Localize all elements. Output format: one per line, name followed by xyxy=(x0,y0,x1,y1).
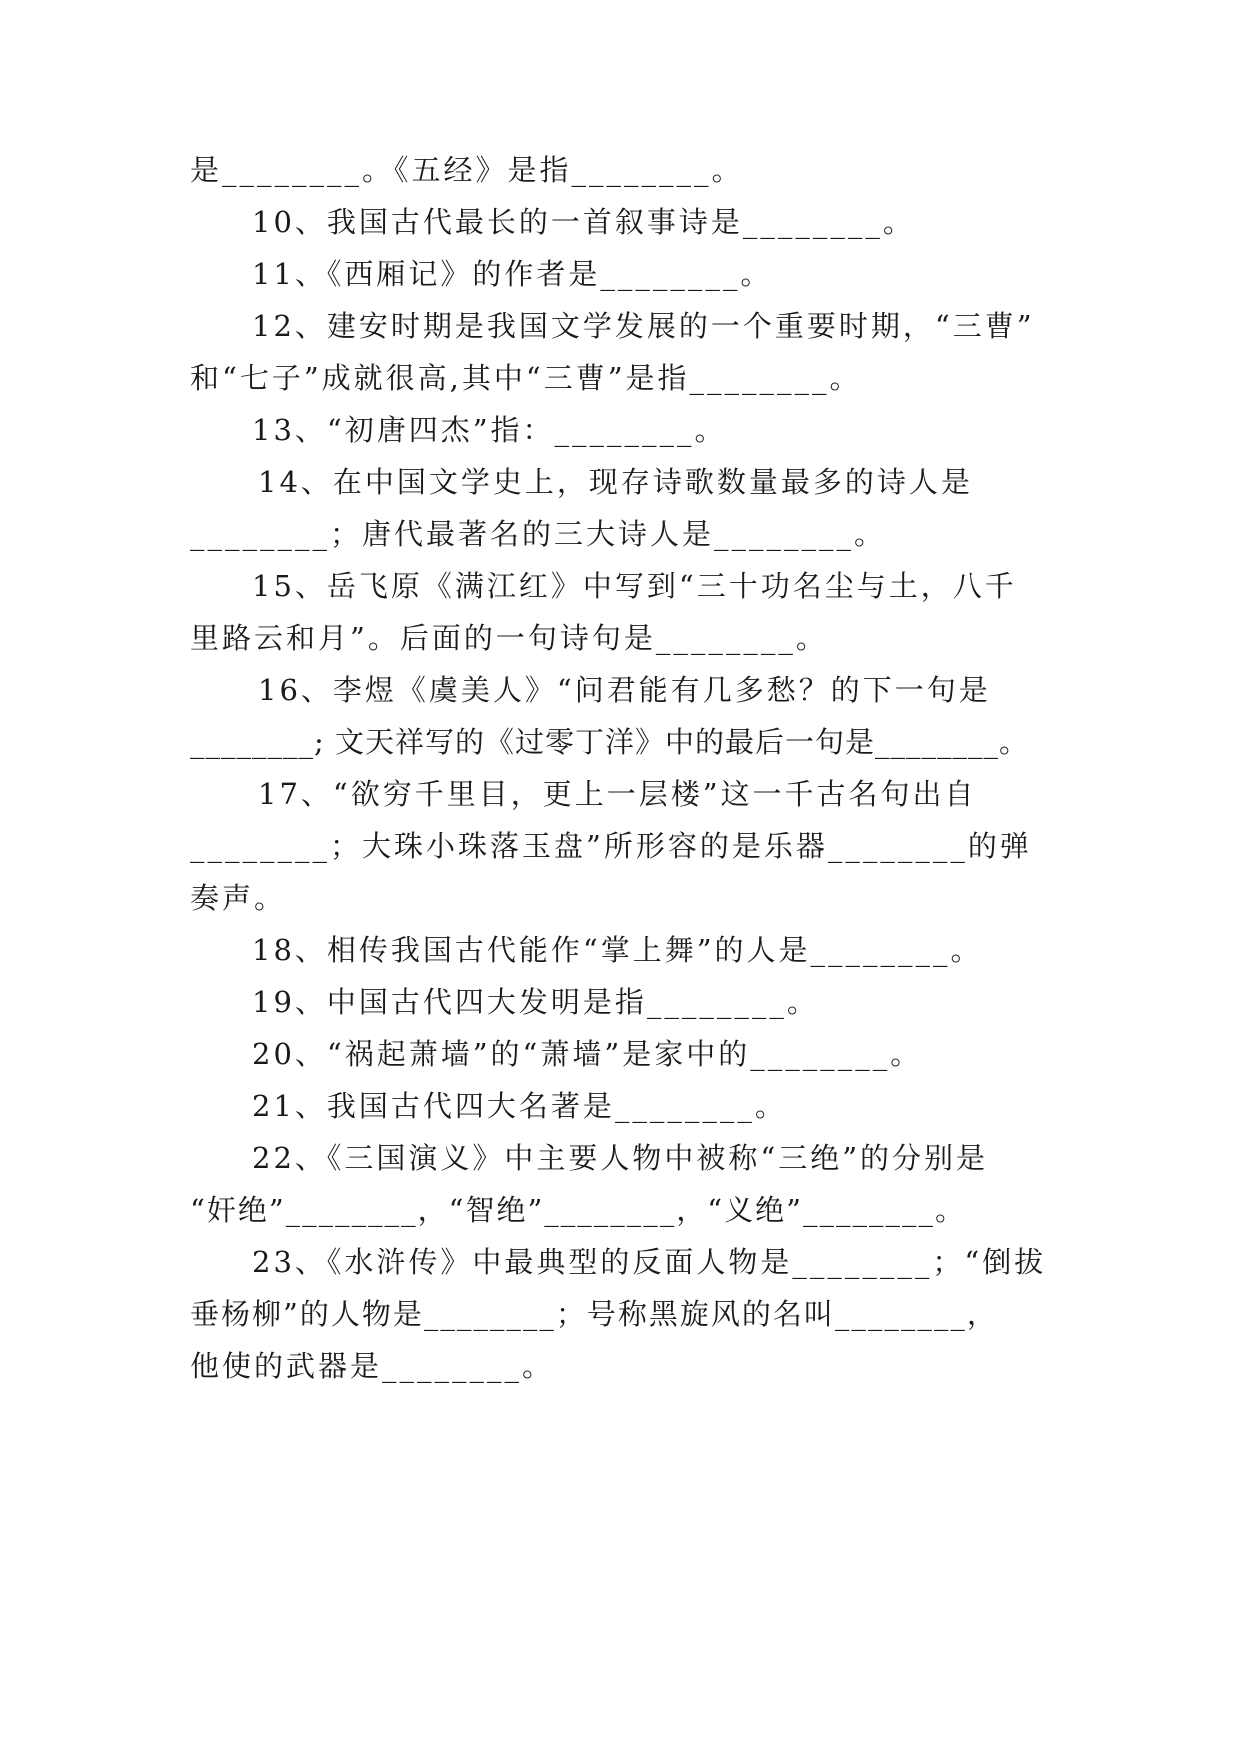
question-23-end: 他使的武器是________。 xyxy=(190,1349,555,1383)
question-12-cont: 和“七子”成就很高,其中“三曹”是指________。 xyxy=(190,361,862,395)
question-16: 16、李煜《虞美人》“问君能有几多愁？的下一句是 xyxy=(258,673,991,707)
question-22: 22、《三国演义》中主要人物中被称“三绝”的分别是 xyxy=(252,1141,989,1175)
question-17-end: 奏声。 xyxy=(190,881,287,915)
question-18: 18、相传我国古代能作“掌上舞”的人是________。 xyxy=(252,933,983,967)
question-12: 12、建安时期是我国文学发展的一个重要时期，“三曹” xyxy=(252,309,1035,343)
question-15-cont: 里路云和月”。后面的一句诗句是________。 xyxy=(190,621,828,655)
question-20: 20、“祸起萧墙”的“萧墙”是家中的________。 xyxy=(252,1037,923,1071)
question-14-cont: ________；唐代最著名的三大诗人是________。 xyxy=(190,517,887,551)
question-19: 19、中国古代四大发明是指________。 xyxy=(252,985,819,1019)
question-13: 13、“初唐四杰”指：________。 xyxy=(252,413,727,447)
question-16-cont: ________; 文天祥写的《过零丁洋》中的最后一句是________。 xyxy=(190,725,1029,759)
question-17-cont: ________；大珠小珠落玉盘”所形容的是乐器________的弹 xyxy=(190,829,1032,863)
question-22-cont: “奸绝”________，“智绝”________，“义绝”________。 xyxy=(190,1193,966,1227)
question-14: 14、在中国文学史上，现存诗歌数量最多的诗人是 xyxy=(258,465,973,499)
question-23-cont: 垂杨柳”的人物是________；号称黑旋风的名叫________， xyxy=(190,1297,998,1331)
question-21: 21、我国古代四大名著是________。 xyxy=(252,1089,787,1123)
question-15: 15、岳飞原《满江红》中写到“三十功名尘与土，八千 xyxy=(252,569,1017,603)
question-10: 10、我国古代最长的一首叙事诗是________。 xyxy=(252,205,915,239)
text-line-1: 是________。《五经》是指________。 xyxy=(190,153,744,187)
question-11: 11、《西厢记》的作者是________。 xyxy=(252,257,773,291)
question-17: 17、“欲穷千里目，更上一层楼”这一千古名句出自 xyxy=(258,777,977,811)
question-23: 23、《水浒传》中最典型的反面人物是________；“倒拔 xyxy=(252,1245,1047,1279)
